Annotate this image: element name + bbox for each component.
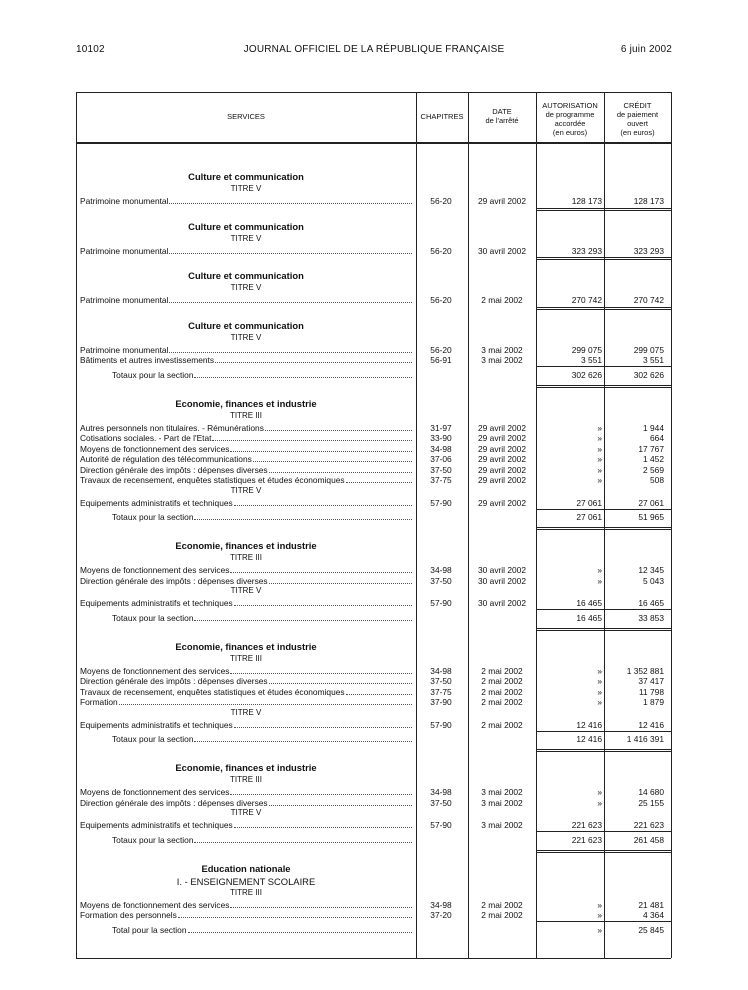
row-label (112, 613, 414, 624)
dot-leader (346, 475, 412, 483)
row-credit: 664 (650, 433, 664, 443)
row-credit: 128 173 (633, 196, 664, 206)
col-header-chapitres: CHAPITRES (420, 112, 464, 121)
dot-leader (269, 576, 412, 584)
row-date: 2 mai 2002 (481, 665, 523, 676)
row-label (80, 345, 414, 356)
row-date: 2 mai 2002 (481, 719, 523, 730)
row-label-text: Travaux de recensement, enquêtes statistiques et études économiques (80, 475, 345, 485)
row-credit: 1 452 (643, 454, 664, 464)
subtotal-rule (605, 921, 671, 922)
row-date: 29 avril 2002 (478, 475, 526, 485)
total-row (76, 835, 671, 847)
row-credit: 12 416 (638, 719, 664, 730)
dot-leader (119, 697, 412, 705)
row-label (80, 295, 414, 306)
row-label-text: Direction générale des impôts : dépenses diverses (80, 797, 268, 808)
row-chapitre: 57-90 (430, 497, 452, 508)
row-date: 29 avril 2002 (478, 422, 526, 433)
col-header-auth-line: accordée (554, 119, 586, 128)
publication-date: 6 juin 2002 (620, 44, 672, 55)
row-label (80, 475, 414, 486)
row-chapitre: 34-98 (430, 899, 452, 910)
row-credit: 508 (650, 475, 664, 485)
table-body (76, 92, 671, 958)
col-header-services: SERVICES (227, 112, 265, 121)
row-label-text: Totaux pour la section (112, 612, 194, 623)
row-label-text: Moyens de fonctionnement des services (80, 787, 230, 797)
col-header-auth-line: AUTORISATION (542, 101, 598, 110)
row-autorisation: 128 173 (571, 196, 602, 206)
row-credit: 5 043 (643, 575, 664, 586)
row-label (80, 798, 414, 809)
col-header-credit-line: ouvert (627, 119, 648, 128)
row-credit: 14 680 (638, 787, 664, 797)
row-date: 2 mai 2002 (481, 899, 523, 910)
row-autorisation: » (597, 787, 602, 797)
row-autorisation: » (597, 565, 602, 575)
row-autorisation: 16 465 (576, 612, 602, 623)
row-credit: 12 345 (638, 565, 664, 575)
row-label-text: Direction générale des impôts : dépenses diverses (80, 676, 268, 686)
row-credit: 27 061 (638, 497, 664, 508)
subtotal-rule (537, 921, 604, 922)
row-credit: 11 798 (639, 686, 664, 697)
row-autorisation: 3 551 (581, 355, 602, 365)
row-credit: 1 416 391 (626, 734, 664, 744)
dot-leader (230, 787, 412, 795)
row-label (80, 787, 414, 798)
row-date: 30 avril 2002 (478, 565, 526, 575)
row-date: 2 mai 2002 (481, 676, 523, 686)
table-row (76, 295, 671, 307)
section-title: Economie, finances et industrie (175, 762, 317, 773)
row-credit: 37 417 (638, 676, 664, 686)
row-label-text: Equipements administratifs et techniques (80, 719, 233, 730)
section-rule (537, 850, 671, 851)
row-label (80, 910, 414, 921)
row-autorisation: » (597, 433, 602, 443)
row-autorisation: » (597, 686, 602, 697)
row-date: 2 mai 2002 (481, 295, 523, 305)
row-label-text: Travaux de recensement, enquêtes statistiques et études économiques (80, 686, 345, 697)
row-date: 30 avril 2002 (478, 245, 526, 256)
row-label-text: Total pour la section (112, 924, 187, 935)
row-label (80, 687, 414, 698)
col-header-credit-line: CRÉDIT (623, 101, 652, 110)
row-date: 29 avril 2002 (478, 454, 526, 464)
row-label (80, 697, 414, 708)
section-rule (537, 628, 671, 629)
dot-leader (194, 613, 412, 621)
row-label (80, 433, 414, 444)
section-title: Culture et communication (188, 171, 304, 182)
subtotal-rule (537, 366, 604, 367)
section-rule (537, 751, 671, 752)
row-label-text: Totaux pour la section (112, 512, 194, 522)
row-label-text: Formation (80, 697, 118, 707)
dot-leader (169, 345, 412, 353)
row-label (80, 196, 414, 207)
row-label (80, 666, 414, 677)
section-title: Economie, finances et industrie (175, 540, 317, 551)
dot-leader (230, 666, 412, 674)
row-label-text: Moyens de fonctionnement des services (80, 443, 230, 454)
row-credit: 25 155 (638, 797, 664, 808)
row-label-text: Totaux pour la section (112, 834, 194, 845)
total-row (76, 925, 671, 937)
dot-leader (194, 370, 412, 378)
section-rule (537, 630, 671, 631)
section-subtitle: TITRE V (230, 233, 262, 243)
row-chapitre: 34-98 (430, 443, 452, 454)
row-label (80, 498, 414, 509)
section-title: Economie, finances et industrie (175, 640, 317, 652)
subtotal-rule (605, 831, 671, 832)
row-label (80, 820, 414, 831)
section-rule (537, 210, 671, 211)
dot-leader (169, 295, 412, 303)
row-credit: 261 458 (633, 834, 664, 845)
section-subtitle: TITRE III (230, 653, 262, 663)
row-date: 29 avril 2002 (478, 433, 526, 443)
row-label (80, 246, 414, 257)
dot-leader (234, 820, 412, 828)
row-label (112, 370, 414, 381)
total-row (76, 613, 671, 625)
row-date: 29 avril 2002 (478, 497, 526, 508)
dot-leader (230, 565, 412, 573)
section-rule (537, 749, 671, 750)
dot-leader (194, 835, 412, 843)
row-label (112, 835, 414, 846)
section-subtitle: TITRE V (230, 586, 262, 595)
row-autorisation: » (597, 665, 602, 676)
row-credit: 4 364 (643, 910, 664, 920)
dot-leader (253, 454, 412, 462)
row-label-text: Direction générale des impôts : dépenses diverses (80, 464, 268, 475)
section-subtitle: TITRE III (230, 775, 262, 784)
row-autorisation: » (597, 899, 602, 910)
subtotal-rule (537, 731, 604, 732)
row-label-text: Patrimoine monumental (80, 295, 169, 305)
row-credit: 3 551 (643, 355, 664, 365)
row-autorisation: 299 075 (571, 344, 602, 355)
row-autorisation: » (597, 475, 602, 485)
section-subtitle: TITRE V (230, 332, 262, 342)
row-label-text: Totaux pour la section (112, 369, 194, 380)
subtotal-rule (605, 509, 671, 510)
row-credit: 302 626 (633, 369, 664, 380)
row-autorisation: 270 742 (571, 295, 602, 305)
row-date: 2 mai 2002 (481, 686, 523, 697)
row-credit: 21 481 (638, 899, 664, 910)
section-subtitle: TITRE III (230, 553, 262, 562)
journal-title: JOURNAL OFFICIEL DE LA RÉPUBLIQUE FRANÇAISE (243, 44, 505, 55)
row-credit: 33 853 (638, 612, 664, 623)
row-label (80, 720, 414, 731)
row-credit: 1 944 (643, 422, 664, 433)
section-subtitle: I. - ENSEIGNEMENT SCOLAIRE (176, 875, 316, 887)
row-autorisation: » (597, 454, 602, 464)
col-header-date-line: de l'arrêté (485, 116, 519, 125)
row-date: 30 avril 2002 (478, 598, 526, 608)
row-autorisation: 16 465 (576, 598, 602, 608)
row-label-text: Moyens de fonctionnement des services (80, 665, 230, 676)
row-autorisation: 302 626 (571, 369, 602, 380)
section-title: Culture et communication (188, 319, 304, 331)
row-label (112, 734, 414, 745)
row-chapitre: 56-20 (430, 344, 452, 355)
row-chapitre: 31-97 (430, 422, 452, 433)
row-label-text: Patrimoine monumental (80, 196, 169, 206)
row-label-text: Patrimoine monumental (80, 344, 169, 355)
row-chapitre: 56-20 (430, 196, 452, 206)
section-title: Education nationale (201, 862, 291, 874)
row-date: 29 avril 2002 (478, 196, 526, 206)
row-chapitre: 34-98 (430, 665, 452, 676)
row-date: 3 mai 2002 (481, 355, 523, 365)
row-label-text: Moyens de fonctionnement des services (80, 565, 230, 575)
dot-leader (265, 423, 412, 431)
col-divider (671, 92, 672, 958)
row-chapitre: 37-50 (430, 676, 452, 686)
col-header-credit-line: (en euros) (620, 128, 655, 137)
subtotal-rule (605, 731, 671, 732)
section-subtitle: TITRE III (230, 410, 262, 420)
row-autorisation: » (597, 443, 602, 454)
row-autorisation: 12 416 (576, 734, 602, 744)
row-chapitre: 56-20 (430, 295, 452, 305)
row-credit: 1 879 (643, 697, 664, 707)
total-row (76, 512, 671, 524)
row-chapitre: 34-98 (430, 787, 452, 797)
row-label (80, 444, 414, 455)
row-credit: 270 742 (633, 295, 664, 305)
row-label (112, 925, 414, 936)
row-label-text: Bâtiments et autres investissements (80, 355, 215, 365)
row-label (80, 565, 414, 576)
section-rule (537, 385, 671, 386)
total-row (76, 370, 671, 382)
row-date: 29 avril 2002 (478, 443, 526, 454)
row-autorisation: » (597, 676, 602, 686)
row-date: 2 mai 2002 (481, 697, 523, 707)
section-subtitle: TITRE V (230, 283, 262, 292)
dot-leader (269, 798, 412, 806)
dot-leader (212, 433, 412, 441)
row-label-text: Autres personnels non titulaires. - Rémunérations (80, 422, 264, 433)
row-autorisation: » (597, 422, 602, 433)
dot-leader (234, 498, 412, 506)
table-bottom-border (76, 958, 671, 959)
row-chapitre: 56-20 (430, 245, 452, 256)
section-subtitle: TITRE III (230, 887, 262, 897)
row-chapitre: 37-50 (430, 464, 452, 475)
table-row (76, 196, 671, 208)
row-label (80, 576, 414, 587)
row-autorisation: » (597, 797, 602, 808)
row-chapitre: 37-50 (430, 797, 452, 808)
row-chapitre: 37-06 (430, 454, 452, 464)
subtotal-rule (605, 609, 671, 610)
section-subtitle: TITRE V (230, 184, 262, 193)
row-credit: 323 293 (633, 245, 664, 256)
row-autorisation: » (597, 697, 602, 707)
row-label-text: Direction générale des impôts : dépenses diverses (80, 575, 268, 586)
section-rule (537, 529, 671, 530)
row-chapitre: 37-50 (430, 575, 452, 586)
subtotal-rule (537, 831, 604, 832)
dot-leader (215, 355, 412, 363)
row-credit: 17 767 (638, 443, 664, 454)
row-label-text: Formation des personnels (80, 910, 177, 920)
total-row (76, 734, 671, 746)
row-date: 3 mai 2002 (481, 344, 523, 355)
row-chapitre: 56-91 (430, 355, 452, 365)
row-chapitre: 57-90 (430, 719, 452, 730)
row-date: 29 avril 2002 (478, 464, 526, 475)
row-date: 3 mai 2002 (481, 797, 523, 808)
dot-leader (230, 444, 412, 452)
row-chapitre: 57-90 (430, 820, 452, 830)
row-chapitre: 37-20 (430, 910, 452, 920)
dot-leader (234, 720, 412, 728)
row-autorisation: » (597, 464, 602, 475)
row-credit: 221 623 (633, 820, 664, 830)
section-rule (537, 527, 671, 528)
row-label (80, 465, 414, 476)
section-rule (537, 852, 671, 853)
section-rule (537, 259, 671, 260)
row-label-text: Cotisations sociales. - Part de l'Etat (80, 433, 212, 443)
row-chapitre: 57-90 (430, 598, 452, 608)
row-label (112, 512, 414, 523)
dot-leader (178, 910, 412, 918)
row-chapitre: 34-98 (430, 565, 452, 575)
row-credit: 2 569 (643, 464, 664, 475)
dot-leader (169, 196, 412, 204)
section-subtitle: TITRE V (230, 808, 262, 817)
row-label-text: Equipements administratifs et techniques (80, 820, 233, 830)
row-credit: 51 965 (638, 512, 664, 522)
row-date: 2 mai 2002 (481, 910, 523, 920)
section-rule (537, 257, 671, 258)
subtotal-rule (605, 366, 671, 367)
row-label (80, 900, 414, 911)
section-title: Culture et communication (188, 270, 304, 281)
col-header-credit-line: de paiement (616, 110, 659, 119)
section-title: Economie, finances et industrie (175, 397, 317, 409)
dot-leader (230, 900, 412, 908)
row-label (80, 454, 414, 465)
row-chapitre: 37-75 (430, 686, 452, 697)
row-autorisation: 27 061 (576, 497, 602, 508)
dot-leader (346, 687, 412, 695)
dot-leader (269, 676, 412, 684)
row-date: 30 avril 2002 (478, 575, 526, 586)
row-label (80, 676, 414, 687)
row-label-text: Equipements administratifs et techniques (80, 497, 233, 508)
row-autorisation: 323 293 (571, 245, 602, 256)
row-autorisation: » (597, 910, 602, 920)
row-chapitre: 33-90 (430, 433, 452, 443)
row-autorisation: 221 623 (571, 834, 602, 845)
section-rule (537, 309, 671, 310)
row-date: 3 mai 2002 (481, 820, 523, 830)
section-rule (537, 307, 671, 308)
row-chapitre: 37-75 (430, 475, 452, 485)
dot-leader (194, 512, 412, 520)
row-autorisation: 12 416 (576, 719, 602, 730)
row-label (80, 598, 414, 609)
col-header-auth-line: de programme (545, 110, 595, 119)
section-title: Culture et communication (188, 220, 304, 232)
row-autorisation: » (597, 575, 602, 586)
subtotal-rule (537, 609, 604, 610)
row-chapitre: 37-90 (430, 697, 452, 707)
page-number: 10102 (76, 44, 105, 55)
row-autorisation: 27 061 (576, 512, 602, 522)
allocation-table (76, 92, 671, 958)
section-rule (537, 387, 671, 388)
col-header-date-line: DATE (492, 107, 512, 116)
dot-leader (234, 598, 412, 606)
dot-leader (194, 734, 412, 742)
row-autorisation: 221 623 (571, 820, 602, 830)
section-rule (537, 208, 671, 209)
row-autorisation: » (597, 924, 602, 935)
table-row (76, 246, 671, 258)
row-label-text: Patrimoine monumental (80, 245, 169, 256)
row-label (80, 423, 414, 434)
row-label-text: Equipements administratifs et techniques (80, 598, 233, 608)
row-credit: 16 465 (638, 598, 664, 608)
dot-leader (169, 246, 412, 254)
dot-leader (188, 925, 413, 933)
row-label-text: Moyens de fonctionnement des services (80, 899, 230, 910)
row-credit: 299 075 (633, 344, 664, 355)
dot-leader (269, 465, 412, 473)
row-label (80, 355, 414, 366)
section-subtitle: TITRE V (230, 707, 262, 717)
row-label-text: Autorité de régulation des télécommunications (80, 454, 252, 464)
row-date: 3 mai 2002 (481, 787, 523, 797)
row-credit: 25 845 (638, 924, 664, 935)
col-header-auth-line: (en euros) (552, 128, 588, 137)
row-credit: 1 352 881 (626, 665, 664, 676)
subtotal-rule (537, 509, 604, 510)
section-subtitle: TITRE V (230, 485, 262, 495)
row-label-text: Totaux pour la section (112, 734, 194, 744)
